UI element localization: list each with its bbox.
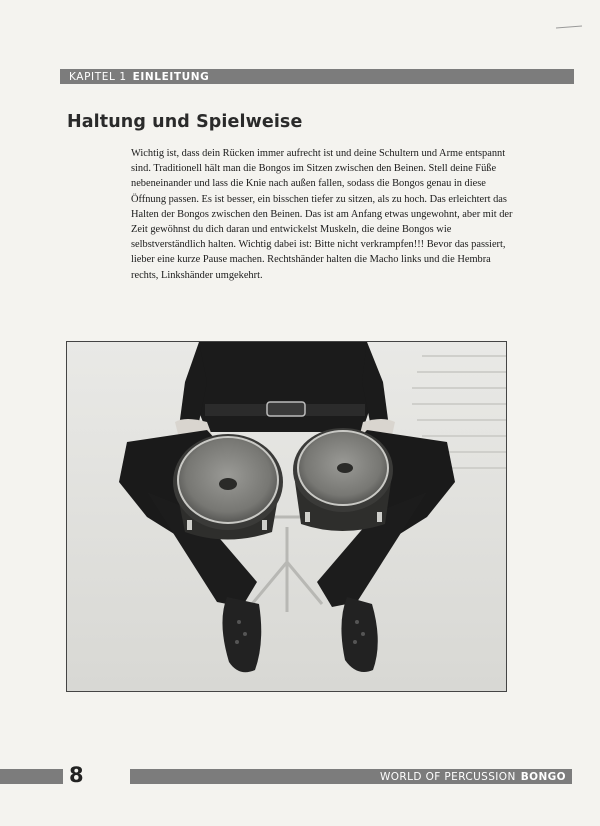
pencil-mark: [555, 16, 583, 20]
chapter-header-bar: [60, 69, 574, 84]
page-number: 8: [69, 763, 84, 787]
chapter-label: KAPITEL 1: [69, 70, 127, 83]
series-title: WORLD OF PERCUSSION: [379, 770, 516, 783]
footer-bar: [130, 769, 572, 784]
series-subtitle: BONGO: [520, 770, 566, 783]
page-title: Haltung und Spielweise: [67, 112, 303, 132]
bongo-playing-photo: [66, 341, 507, 692]
section-label: EINLEITUNG: [132, 70, 210, 83]
body-paragraph: Wichtig ist, dass dein Rücken immer aufrecht ist und deine Schultern und Arme entspannt sind. Traditionell hält man die Bongos im Sitzen zwischen den Beinen. Stell deine Füße nebeneinander und lass die Knie nach außen fallen, sodass die Bongos genau in diese Öffnung passen. Es ist besser, ein bisschen tiefer zu sitzen, als zu hoch. Das erleichtert das Halten der Bongos zwischen den Beinen. Das ist am Anfang etwas ungewohnt, aber mit der Zeit gewöhnst du dich daran und entwickelst Muskeln, die deine Bongos wie selbstverständlich halten. Wichtig dabei ist: Bitte nicht verkrampfen!!! Bevor das passiert, lieber eine kurze Pause machen. Rechtshänder halten die Macho links und die Hembra rechts, Linkshänder umgekehrt.: [131, 148, 513, 281]
footer-left-bar: [0, 769, 63, 784]
body-text: [131, 146, 517, 283]
photo-illustration: [67, 342, 506, 691]
